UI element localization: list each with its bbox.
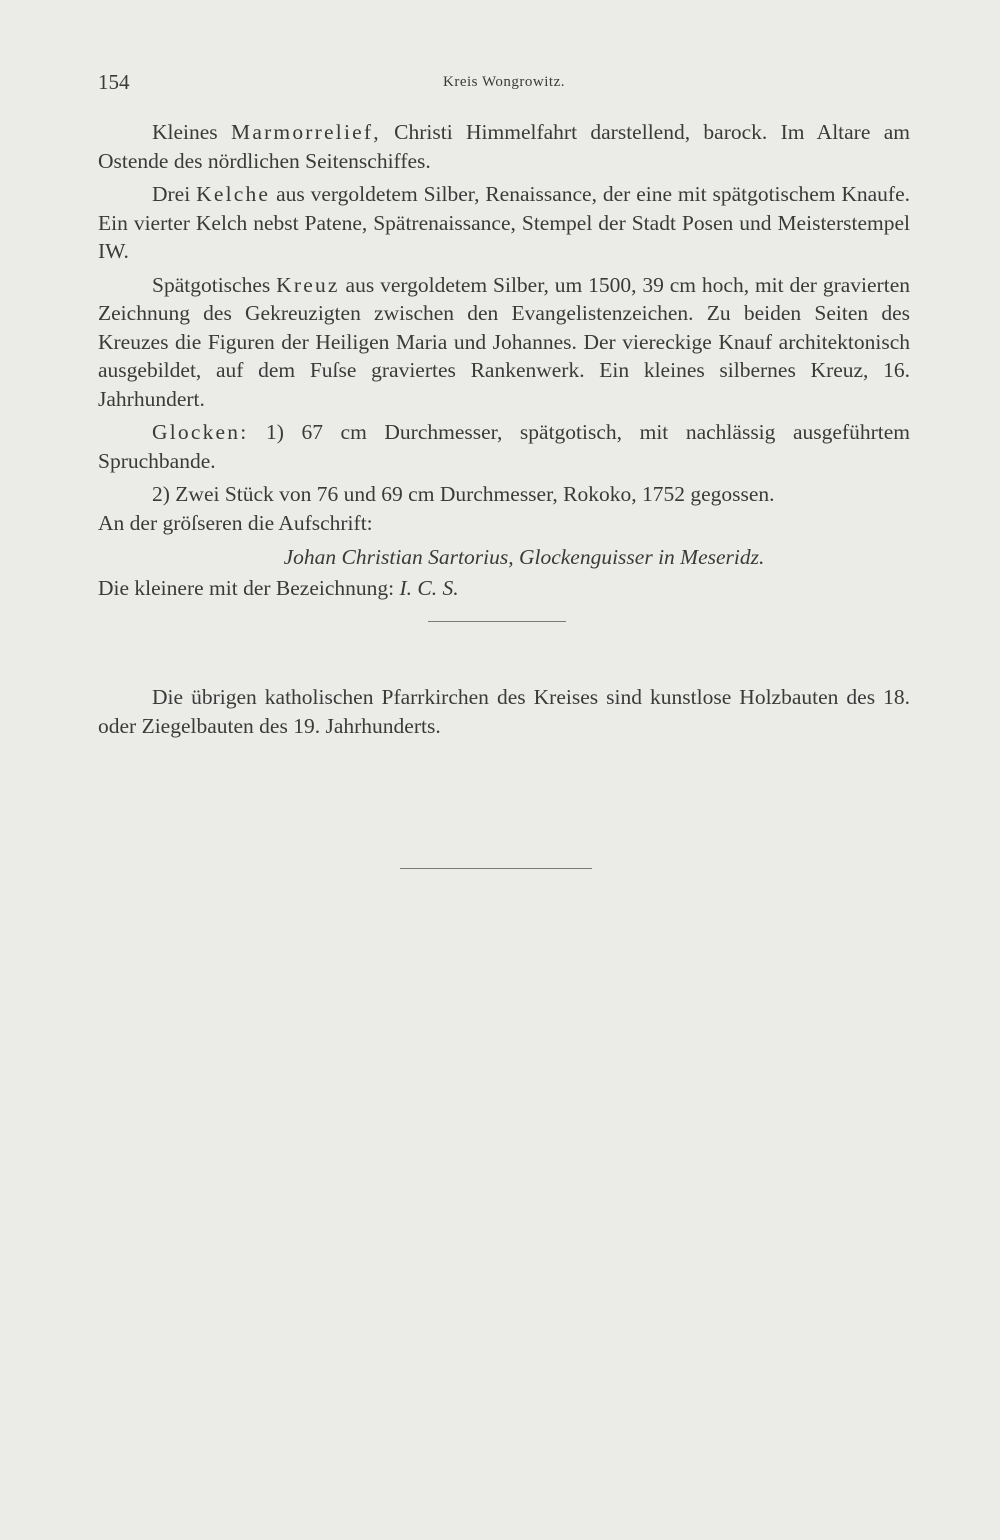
paragraph-glocken [98,418,910,475]
page-number: 154 [98,70,130,94]
section-divider-top [428,621,566,622]
paragraph-closing: Die übrigen katholischen Pfarrkirchen des Kreises sind kunstlose Holzbauten des 18. oder Ziegelbauten des 19. Jahrhunderts. [98,685,910,738]
section-divider-bottom [400,868,592,869]
paragraph-inscription-intro [98,509,910,538]
paragraph-kreuz-before: Spätgotisches [152,272,277,297]
main-text [98,118,910,607]
paragraph-second-bells-text: 2) Zwei Stück von 76 und 69 cm Durchmesser, Rokoko, 1752 gegossen. [152,482,775,506]
page-header [98,70,910,100]
paragraph-inscription-intro-text: An der gröſseren die Aufschrift: [98,510,373,535]
paragraph-second-bells [98,480,910,509]
term-kelche: Kelche [196,182,271,206]
term-glocken: Glocken: [152,420,249,444]
paragraph-kreuz [98,271,910,414]
paragraph-marmorrelief-before: Kleines [152,120,232,144]
paragraph-glocken-after: 1) 67 cm Durchmesser, spätgotisch, mit nachlässig ausgeführtem Spruchbande. [98,420,910,473]
maker-mark: I. C. S. [399,575,459,600]
paragraph-kelche [98,180,910,266]
running-title: Kreis Wongrowitz. [443,74,565,90]
paragraph-kelche-after: aus vergoldetem Silber, Renaissance, der eine mit spätgotischem Knaufe. Ein vierter Kelch nebst Patene, Spätrenaissance, Stempel der Stadt Posen und Meisterstempel IW. [98,182,910,263]
term-kreuz: Kreuz [276,272,340,297]
paragraph-kreuz-after: aus vergoldetem Silber, um 1500, 39 cm hoch, mit der gravierten Zeichnung des Gekreuzigten zwischen den Evangelistenzeichen. Zu beiden Seiten des Kreuzes die Figuren der Heiligen Maria und Johannes. Der viereckige Knauf architektonisch ausgebildet, auf dem Fuſse graviertes Rankenwerk. Ein kleines silbernes Kreuz, 16. Jahrhundert. [98,272,910,411]
paragraph-marmorrelief [98,118,910,175]
closing-text [98,683,910,740]
term-marmorrelief: Marmorrelief, [231,120,381,144]
paragraph-marmorrelief-after: Christi Himmelfahrt darstellend, barock. Im Altare am Ostende des nördlichen Seitenschiffes. [98,120,910,173]
paragraph-smaller-bell [98,574,910,603]
bell-inscription: Johan Christian Sartorius, Glockenguisser in Meseridz. [283,545,765,569]
paragraph-kelche-before: Drei [152,182,197,206]
paragraph-smaller-bell-text: Die kleinere mit der Bezeichnung: [98,575,400,600]
